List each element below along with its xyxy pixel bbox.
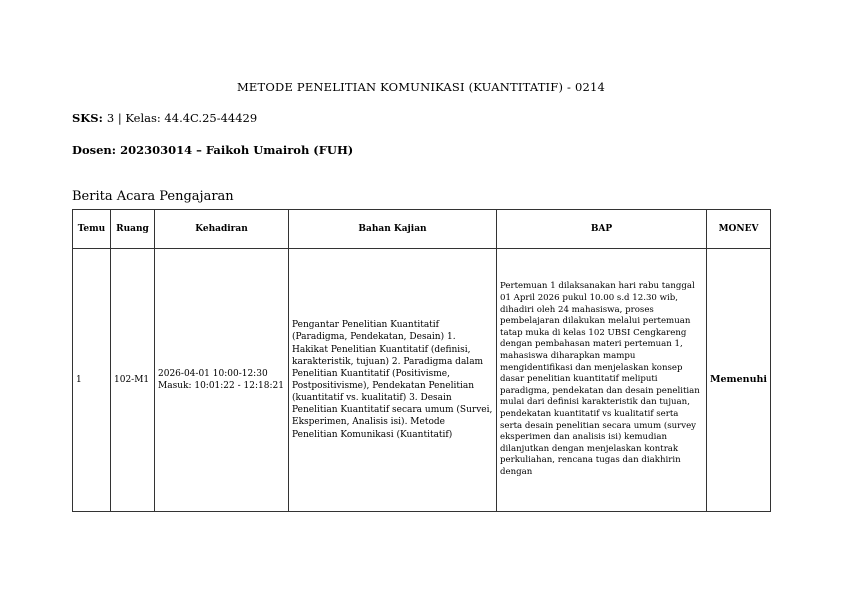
dosen-line [72, 143, 353, 157]
sks-kelas-value: 3 | Kelas: 44.4C.25-44429 [106, 111, 258, 125]
document-title: METODE PENELITIAN KOMUNIKASI (KUANTITATIF) - 0214 [236, 80, 606, 94]
cell-bap: Pertemuan 1 dilaksanakan hari rabu tanggal 01 April 2026 pukul 10.00 s.d 12.30 wib, dihadiri oleh 24 mahasiswa, proses pembelajaran dilakukan melalui pertemuan tatap muka di kelas 102 UBSI Cengkareng dengan pembahasan materi pertemuan 1, mahasiswa diharapkan mampu mengidentifikasi dan menjelaskan konsep dasar penelitian kuantitatif meliputi paradigma, pendekatan dan desain penelitian mulai dari definisi karakteristik dan tujuan, pendekatan kuantitatif vs kualitatif serta serta desain penelitian secara umum (survey eksperimen dan analisis isi) kemudian dilanjutkan dengan menjelaskan kontrak perkuliahan, rencana tugas dan diakhirin dengan [497, 249, 707, 512]
column-header-temu: Temu [73, 210, 111, 249]
cell-kehadiran: 2026-04-01 10:00-12:30 Masuk: 10:01:22 - 12:18:21 [155, 249, 289, 512]
section-heading: Berita Acara Pengajaran [72, 189, 234, 204]
table-header-row [73, 210, 771, 249]
column-header-bap: BAP [497, 210, 707, 249]
dosen-label: Dosen: [72, 143, 117, 157]
dosen-value: 202303014 – Faikoh Umairoh (FUH) [120, 143, 354, 157]
table-row [73, 249, 771, 512]
cell-bahan-kajian: Pengantar Penelitian Kuantitatif (Paradigma, Pendekatan, Desain) 1. Hakikat Penelitian Kuantitatif (definisi, karakteristik, tujuan) 2. Paradigma dalam Penelitian Kuantitatif (Positivisme, Postpositivisme), Pendekatan Penelitian (kuantitatif vs. kualitatif) 3. Desain Penelitian Kuantitatif secara umum (Survei, Eksperimen, Analisis isi). Metode Penelitian Komunikasi (Kuantitatif) [289, 249, 497, 512]
column-header-bahan-kajian: Bahan Kajian [289, 210, 497, 249]
sks-kelas-line [72, 111, 257, 125]
cell-monev: Memenuhi [707, 249, 771, 512]
bap-table [72, 209, 771, 512]
sks-label: SKS: [72, 111, 103, 125]
column-header-ruang: Ruang [111, 210, 155, 249]
column-header-kehadiran: Kehadiran [155, 210, 289, 249]
cell-temu: 1 [73, 249, 111, 512]
cell-ruang: 102-M1 [111, 249, 155, 512]
column-header-monev: MONEV [707, 210, 771, 249]
